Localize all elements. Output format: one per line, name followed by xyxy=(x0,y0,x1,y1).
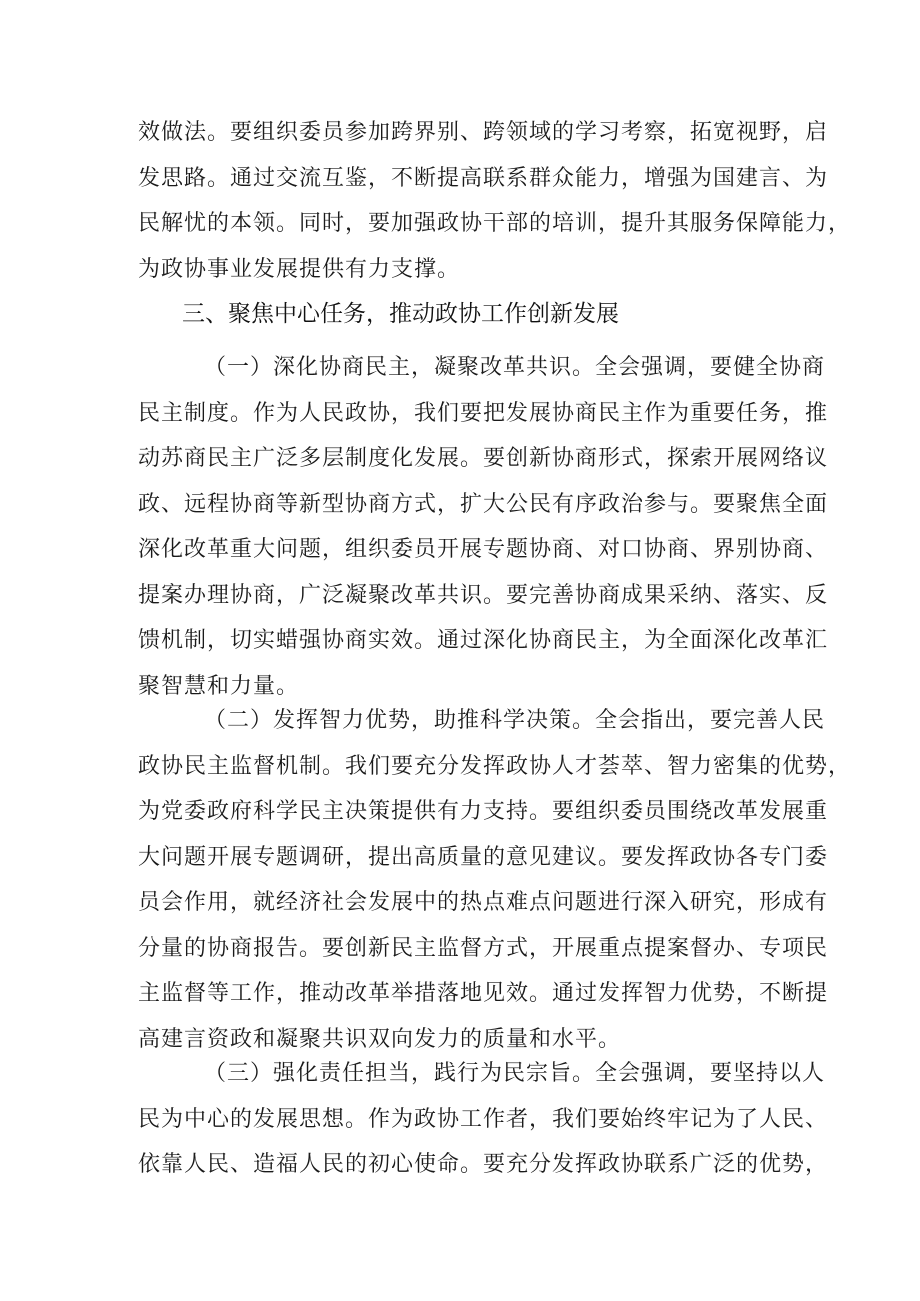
text-line: 政协民主监督机制。我们要充分发挥政协人才荟萃、智力密集的优势， xyxy=(138,753,852,779)
text-line: （二）发挥智力优势，助推科学决策。全会指出，要完善人民 xyxy=(204,708,826,733)
section-heading: 三、聚焦中心任务，推动政协工作创新发展 xyxy=(182,301,619,327)
text-line: （三）强化责任担当，践行为民宗旨。全会强调，要坚持以人 xyxy=(204,1061,826,1086)
text-line: 聚智慧和力量。 xyxy=(138,673,300,699)
text-line: 深化改革重大问题，组织委员开展专题协商、对口协商、界别协商、 xyxy=(138,537,829,562)
text-line: 员会作用，就经济社会发展中的热点难点问题进行深入研究，形成有 xyxy=(138,890,829,915)
paragraph-responsibility xyxy=(138,1051,829,1188)
text-line: 动苏商民主广泛多层制度化发展。要创新协商形式，探索开展网络议 xyxy=(138,446,829,471)
text-line: 为党委政府科学民主决策提供有力支持。要组织委员围绕改革发展重 xyxy=(138,799,829,824)
text-line: 民解忧的本领。同时，要加强政协干部的培训，提升其服务保障能力， xyxy=(138,211,852,236)
text-line: 民主制度。作为人民政协，我们要把发展协商民主作为重要任务，推 xyxy=(138,400,829,426)
text-line: 政、远程协商等新型协商方式，扩大公民有序政治参与。要聚焦全面 xyxy=(138,491,829,517)
text-line: 发思路。通过交流互鉴，不断提高联系群众能力，增强为国建言、为 xyxy=(138,165,829,191)
paragraph-deepen-consultation xyxy=(138,345,829,709)
text-line: 为政协事业发展提供有力支撑。 xyxy=(138,256,461,282)
paragraph-continuation xyxy=(138,110,852,292)
text-line: 大问题开展专题调研，提出高质量的意见建议。要发挥政协各专门委 xyxy=(138,844,829,870)
text-line: （一）深化协商民主，凝聚改革共识。全会强调，要健全协商 xyxy=(204,355,826,380)
text-line: 馈机制，切实蜡强协商实效。通过深化协商民主，为全面深化改革汇 xyxy=(138,628,829,653)
text-line: 依靠人民、造福人民的初心使命。要充分发挥政协联系广泛的优势， xyxy=(138,1152,829,1177)
text-line: 民为中心的发展思想。作为政协工作者，我们要始终牢记为了人民、 xyxy=(138,1106,829,1132)
text-line: 提案办理协商，广泛凝聚改革共识。要完善协商成果采纳、落实、反 xyxy=(138,582,829,608)
text-line: 效做法。要组织委员参加跨界别、跨领域的学习考察，拓宽视野，启 xyxy=(138,120,829,145)
text-line: 主监督等工作，推动改革举措落地见效。通过发挥智力优势，不断提 xyxy=(138,981,829,1006)
paragraph-intellectual-advantage xyxy=(138,698,852,1062)
text-line: 分量的协商报告。要创新民主监督方式，开展重点提案督办、专项民 xyxy=(138,935,829,961)
text-line: 高建言资政和凝聚共识双向发力的质量和水平。 xyxy=(138,1026,622,1052)
